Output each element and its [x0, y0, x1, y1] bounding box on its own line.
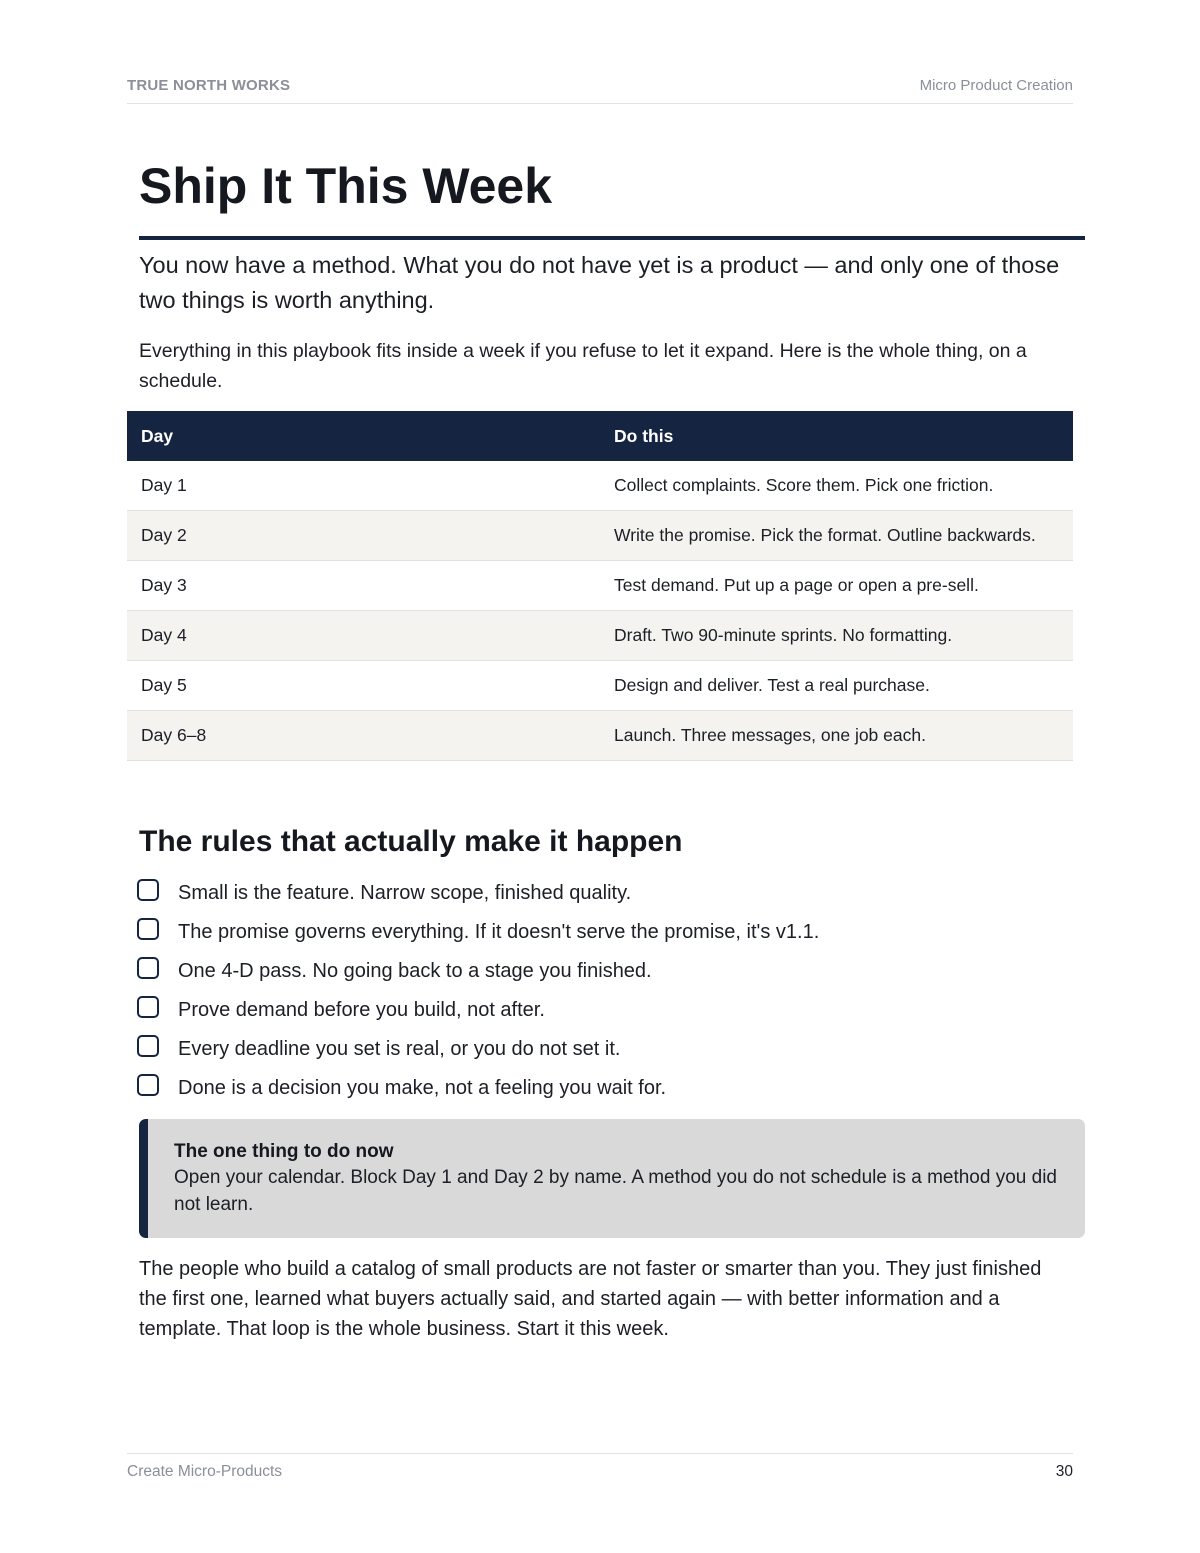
page-title: Ship It This Week [139, 158, 553, 214]
brand-name: TRUE NORTH WORKS [127, 77, 291, 94]
rule-text: Prove demand before you build, not after. [178, 999, 545, 1021]
running-footer [127, 1453, 1073, 1482]
table-row [127, 611, 1073, 661]
checkbox-icon [137, 879, 159, 901]
checkbox-icon [137, 918, 159, 940]
table-row [127, 461, 1073, 511]
task-cell: Collect complaints. Score them. Pick one friction. [600, 461, 1073, 511]
page-number: 30 [1055, 1463, 1073, 1480]
column-header-task: Do this [600, 411, 1073, 461]
section-name: Micro Product Creation [919, 77, 1073, 94]
rule-text: Small is the feature. Narrow scope, finished quality. [178, 882, 632, 904]
table-row [127, 561, 1073, 611]
table-header-row [127, 411, 1073, 461]
task-cell: Test demand. Put up a page or open a pre-sell. [600, 561, 1073, 611]
intro-paragraph: Everything in this playbook fits inside a week if you refuse to let it expand. Here is the whole thing, on a schedule. [139, 340, 1027, 392]
checkbox-icon [137, 996, 159, 1018]
day-cell: Day 3 [127, 561, 600, 611]
day-cell: Day 1 [127, 461, 600, 511]
lead-paragraph: You now have a method. What you do not have yet is a product — and only one of those two things is worth anything. [139, 252, 1060, 313]
task-cell: Draft. Two 90-minute sprints. No formatting. [600, 611, 1073, 661]
action-callout [139, 1119, 1085, 1238]
list-item [137, 1071, 1077, 1110]
callout-title: The one thing to do now [174, 1141, 394, 1162]
rules-heading: The rules that actually make it happen [139, 825, 683, 858]
table-row [127, 711, 1073, 761]
column-header-day: Day [127, 411, 600, 461]
checkbox-icon [137, 957, 159, 979]
day-cell: Day 2 [127, 511, 600, 561]
rules-checklist [137, 876, 1077, 1110]
closing-paragraph: The people who build a catalog of small products are not faster or smarter than you. They just finished the first one, learned what buyers actually said, and started again — with better information and a template. That loop is the whole business. Start it this week. [139, 1258, 1042, 1340]
callout-body: Open your calendar. Block Day 1 and Day 2 by name. A method you do not schedule is a method you did not learn. [174, 1167, 1057, 1215]
task-cell: Write the promise. Pick the format. Outline backwards. [600, 511, 1073, 561]
checkbox-icon [137, 1035, 159, 1057]
running-header [127, 76, 1073, 104]
rule-text: Every deadline you set is real, or you do not set it. [178, 1038, 621, 1060]
list-item [137, 876, 1077, 915]
rule-text: Done is a decision you make, not a feeling you wait for. [178, 1077, 667, 1099]
day-cell: Day 4 [127, 611, 600, 661]
title-divider [139, 236, 1085, 240]
rule-text: One 4-D pass. No going back to a stage you finished. [178, 960, 652, 982]
task-cell: Launch. Three messages, one job each. [600, 711, 1073, 761]
book-title: Create Micro-Products [127, 1463, 283, 1480]
day-cell: Day 5 [127, 661, 600, 711]
list-item [137, 954, 1077, 993]
checkbox-icon [137, 1074, 159, 1096]
schedule-table [127, 411, 1073, 761]
list-item [137, 915, 1077, 954]
table-row [127, 511, 1073, 561]
table-row [127, 661, 1073, 711]
list-item [137, 993, 1077, 1032]
task-cell: Design and deliver. Test a real purchase. [600, 661, 1073, 711]
rule-text: The promise governs everything. If it doesn't serve the promise, it's v1.1. [178, 921, 820, 943]
day-cell: Day 6–8 [127, 711, 600, 761]
callout-accent-bar [139, 1119, 148, 1238]
list-item [137, 1032, 1077, 1071]
